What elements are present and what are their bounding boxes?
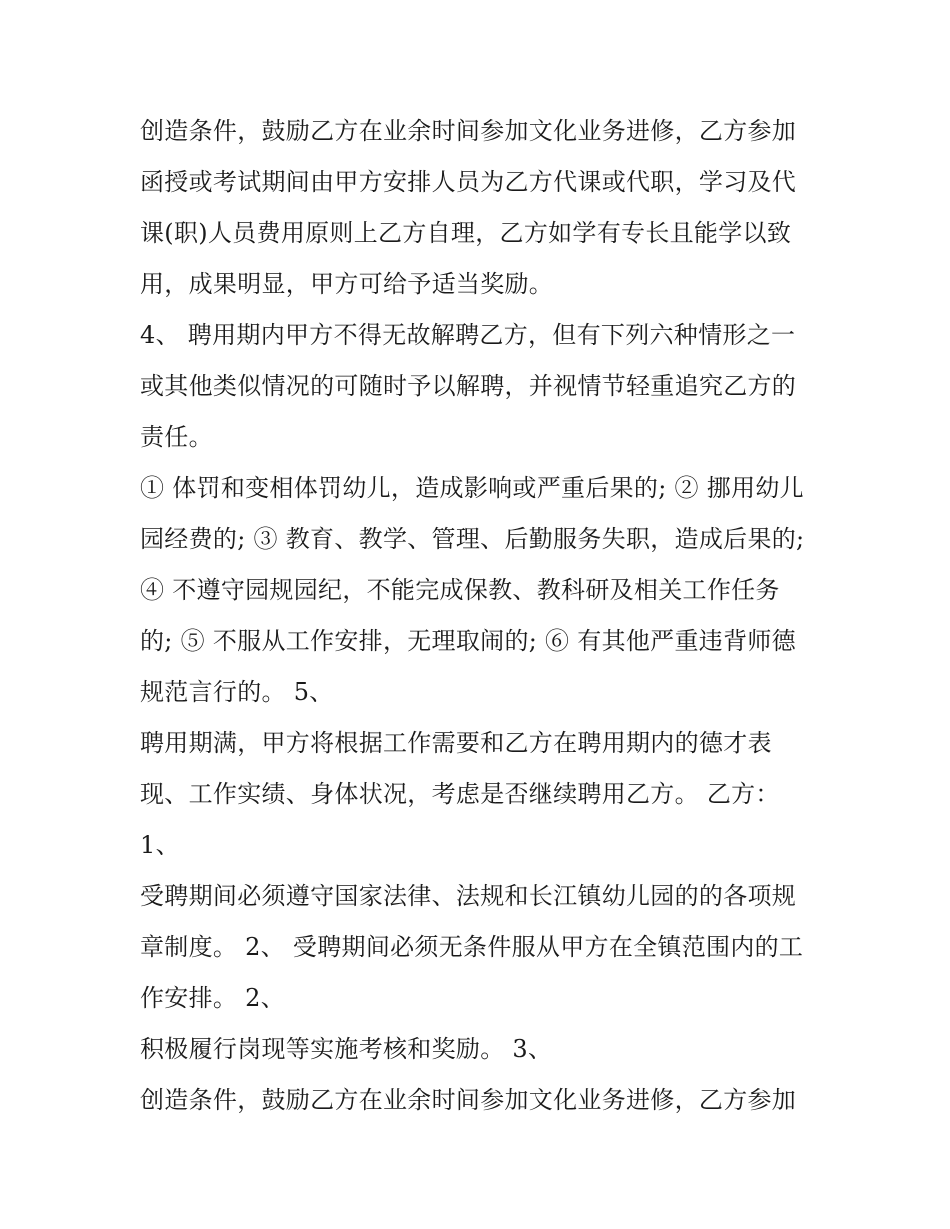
text-line: 聘用期满，甲方将根据工作需要和乙方在聘用期内的德才表 [140,729,772,757]
text-line: 创造条件，鼓励乙方在业余时间参加文化业务进修，乙方参加 [140,1086,797,1114]
text-line: ① 体罚和变相体罚幼儿，造成影响或严重后果的; ② 挪用幼儿 [140,474,804,502]
text-line: 规范言行的。 5、 [140,678,334,706]
text-line: 或其他类似情况的可随时予以解聘，并视情节轻重追究乙方的 [140,372,797,400]
text-line: 责任。 [140,423,213,451]
document-body [140,106,820,1126]
text-line: 1、 [140,831,180,859]
text-line: 受聘期间必须遵守国家法律、法规和长江镇幼儿园的的各项规 [140,882,797,910]
text-line: 作安排。 2、 [140,984,285,1012]
text-line: 课(职)人员费用原则上乙方自理，乙方如学有专长且能学以致 [140,219,792,247]
text-line: 4、 聘用期内甲方不得无故解聘乙方，但有下列六种情形之一 [140,321,796,349]
text-line: 函授或考试期间由甲方安排人员为乙方代课或代职，学习及代 [140,168,797,196]
text-line: 用，成果明显，甲方可给予适当奖励。 [140,270,554,298]
text-line: 章制度。 2、 受聘期间必须无条件服从甲方在全镇范围内的工 [140,933,804,961]
text-line: ④ 不遵守园规园纪，不能完成保教、教科研及相关工作任务 [140,576,780,604]
text-line: 创造条件，鼓励乙方在业余时间参加文化业务进修，乙方参加 [140,117,797,145]
text-line: 园经费的; ③ 教育、教学、管理、后勤服务失职，造成后果的; [140,525,805,553]
text-line: 现、工作实绩、身体状况，考虑是否继续聘用乙方。 乙方： [140,780,780,808]
text-line: 的; ⑤ 不服从工作安排，无理取闹的; ⑥ 有其他严重违背师德 [140,627,796,655]
text-line: 积极履行岗现等实施考核和奖励。 3、 [140,1035,553,1063]
